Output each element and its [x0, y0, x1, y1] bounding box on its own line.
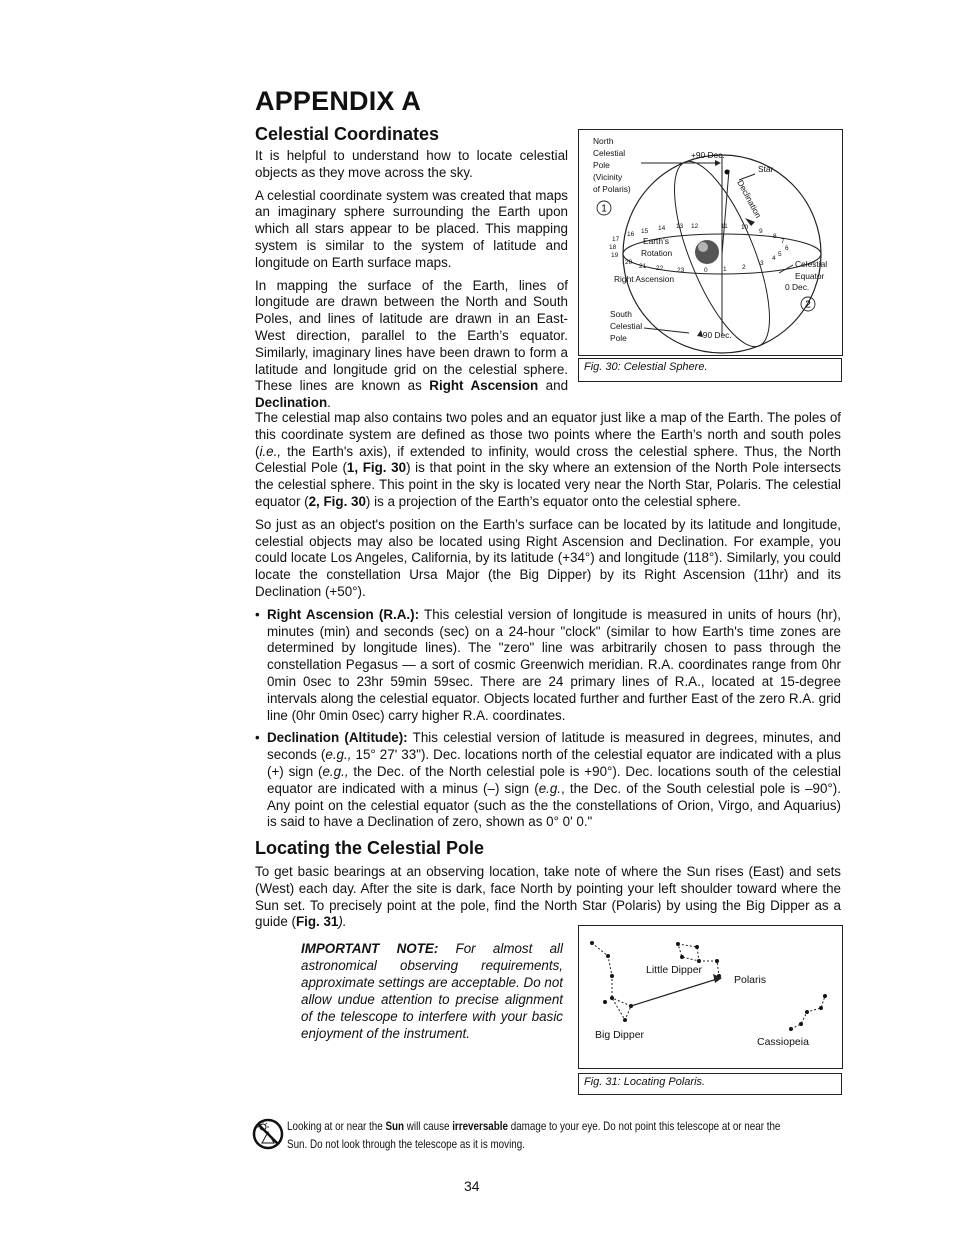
ra-hour-label: 17	[612, 236, 620, 243]
section-title-locating-celestial-pole: Locating the Celestial Pole	[255, 838, 485, 858]
minus90-label: -90 Dec.	[700, 330, 732, 340]
figure-31-caption: Fig. 31: Locating Polaris.	[578, 1073, 842, 1095]
main-text	[255, 410, 841, 831]
celestial-equator-label: Celestial	[795, 259, 828, 269]
ra-hour-label: 9	[759, 228, 763, 235]
paragraph: In mapping the surface of the Earth, lines of longitude are drawn between the North and South Poles, and lines of latitude are drawn in an East-West direction, parallel to the Earth’s equator. Similarly, imaginary lines have been drawn to form a latitude and longitude grid on the celestial sphere. These lines are known as Right Ascension and Declination.	[255, 277, 569, 411]
earth-rotation-label: Earth’s	[643, 236, 669, 246]
bullet-list	[255, 607, 841, 831]
north-pole-label: North	[593, 136, 614, 146]
paragraph: So just as an object's position on the Earth’s surface can be located by its latitude and longitude, celestial objects may also be located using Right Ascension and Declination. For example, you could locate Los Angeles, California, by its latitude (+34°) and longitude (118°). Similarly, you could locate the constellation Ursa Major (the Big Dipper) by its Right Ascension (11hr) and its Declination (+50°).	[255, 516, 841, 599]
ra-hour-label: 0	[704, 267, 708, 274]
ra-hour-label: 3	[760, 260, 764, 267]
ra-hour-label: 13	[676, 223, 684, 230]
ra-hour-label: 7	[781, 238, 785, 245]
figure-locating-polaris	[578, 925, 843, 1069]
ra-hour-label: 14	[658, 225, 666, 232]
appendix-heading: APPENDIX A	[255, 86, 422, 116]
ra-hour-label: 23	[677, 267, 685, 274]
declination-label: Declination	[735, 178, 764, 220]
paragraph: To get basic bearings at an observing location, take note of where the Sun rises (East) and sets (West) each day. After the site is dark, face North by pointing your left shoulder toward where the Sun set. To precisely point at the pole, find the North Star (Polaris) by using the Big Dipper as a guide (Fig. 31).	[255, 864, 841, 930]
important-note: IMPORTANT NOTE: For almost all astronomical observing requirements, approximate settings are acceptable. Do not allow undue attention to precise alignment of the telescope to interfere with your basic enjoyment of the instrument.	[301, 941, 564, 1041]
figure-celestial-sphere	[578, 129, 843, 356]
big-dipper-label: Big Dipper	[595, 1029, 645, 1041]
north-pole-label: (Vicinity	[593, 172, 623, 182]
marker-1: 1	[601, 203, 607, 215]
ra-hour-label: 19	[611, 252, 619, 259]
star-label: Star	[758, 164, 774, 174]
ra-hour-label: 2	[742, 264, 746, 271]
paragraph: The celestial map also contains two poles and an equator just like a map of the Earth. The poles of this coordinate system are defined as those two points where the Earth’s north and south poles (i.e., the Earth's axis), if extended to infinity, would cross the celestial sphere. Thus, the North Celestial Pole (1, Fig. 30) is that point in the sky where an extension of the North Pole intersects the celestial sphere. This point in the sky is located very near the North Star, Polaris. The celestial equator (2, Fig. 30) is a projection of the Earth’s equator onto the celestial sphere.	[255, 410, 841, 509]
ra-hour-label: 11	[721, 223, 728, 230]
ra-hour-label: 10	[741, 224, 749, 231]
paragraph: A celestial coordinate system was created that maps an imaginary sphere surrounding the Earth upon which all stars appear to be placed. This mapping system is similar to the system of latitude and longitude on Earth surface maps.	[255, 187, 568, 270]
bullet-declination: • Declination (Altitude): This celestial version of latitude is measured in degrees, minutes, and seconds (e.g., 15° 27' 33"). Dec. locations north of the celestial equator are indicated with a plus (+) sign (e.g., the Dec. of the North celestial pole is +90°). Dec. locations south of the celestial equator are indicated with a minus (–) sign (e.g., the Dec. of the South celestial pole is –90°). Any point on the celestial equator (such as the the constellations of Orion, Virgo, and Aquarius) is said to have a Declination of zero, shown as 0° 0' 0."	[255, 730, 841, 831]
ra-hour-label: 18	[609, 244, 617, 251]
celestial-equator-label: Equator	[795, 271, 825, 281]
plus90-label: +90 Dec.	[691, 150, 725, 160]
sun-warning-text: Looking at or near the Sun will cause irreversable damage to your eye. Do not point this telescope at or near the Sun. Do not look through the telescope as it is moving.	[287, 1119, 781, 1151]
bullet-right-ascension: • Right Ascension (R.A.): This celestial version of longitude is measured in units of hours (hr), minutes (min) and seconds (sec) on a 24-hour "clock" (similar to how Earth's time zones are determined by longitude lines). The "zero" line was arbitrarily chosen to pass through the constellation Pegasus — a sort of cosmic Greenwich meridian. R.A. coordinates range from 0hr 0min 0sec to 23hr 59min 59sec. There are 24 primary lines of R.A., located at 15-degree intervals along the celestial equator. Objects located further and further East of the zero R.A. grid line (0hr 0min 0sec) carry higher R.A. coordinates.	[255, 607, 841, 725]
north-pole-label: of Polaris)	[593, 184, 631, 194]
ra-hour-label: 15	[641, 228, 649, 235]
ra-hour-label: 22	[656, 265, 664, 272]
figure-30-caption: Fig. 30: Celestial Sphere.	[578, 358, 842, 382]
south-pole-label: South	[610, 309, 632, 319]
ra-hour-label: 5	[778, 251, 782, 258]
ra-hour-label: 20	[625, 259, 633, 266]
marker-2: 2	[805, 299, 811, 311]
polaris-label: Polaris	[734, 974, 767, 986]
little-dipper-label: Little Dipper	[646, 964, 703, 976]
ra-hour-label: 16	[627, 231, 635, 238]
sun-warning-icon	[252, 1117, 284, 1151]
paragraph: It is helpful to understand how to locate celestial objects as they move across the sky.	[255, 148, 568, 180]
zero-dec-label: 0 Dec.	[785, 282, 810, 292]
ra-hour-label: 8	[773, 233, 777, 240]
locating-text	[255, 864, 841, 931]
ra-hour-label: 1	[723, 266, 727, 273]
cassiopeia-label: Cassiopeia	[757, 1036, 809, 1048]
intro-column	[255, 148, 568, 412]
earth-rotation-label: Rotation	[641, 248, 673, 258]
right-ascension-label: Right Ascension	[614, 274, 675, 284]
north-pole-label: Pole	[593, 160, 610, 170]
north-pole-label: Celestial	[593, 148, 626, 158]
ra-hour-label: 12	[691, 223, 699, 230]
ra-hour-label: 21	[639, 263, 647, 270]
south-pole-label: Celestial	[610, 321, 643, 331]
ra-hour-label: 4	[772, 255, 776, 262]
south-pole-label: Pole	[610, 333, 627, 343]
constellation-diagram	[579, 926, 842, 1068]
page-number: 34	[464, 1178, 480, 1194]
section-title-celestial-coordinates: Celestial Coordinates	[255, 124, 440, 144]
celestial-sphere-diagram	[579, 130, 842, 355]
ra-hour-label: 6	[785, 245, 789, 252]
